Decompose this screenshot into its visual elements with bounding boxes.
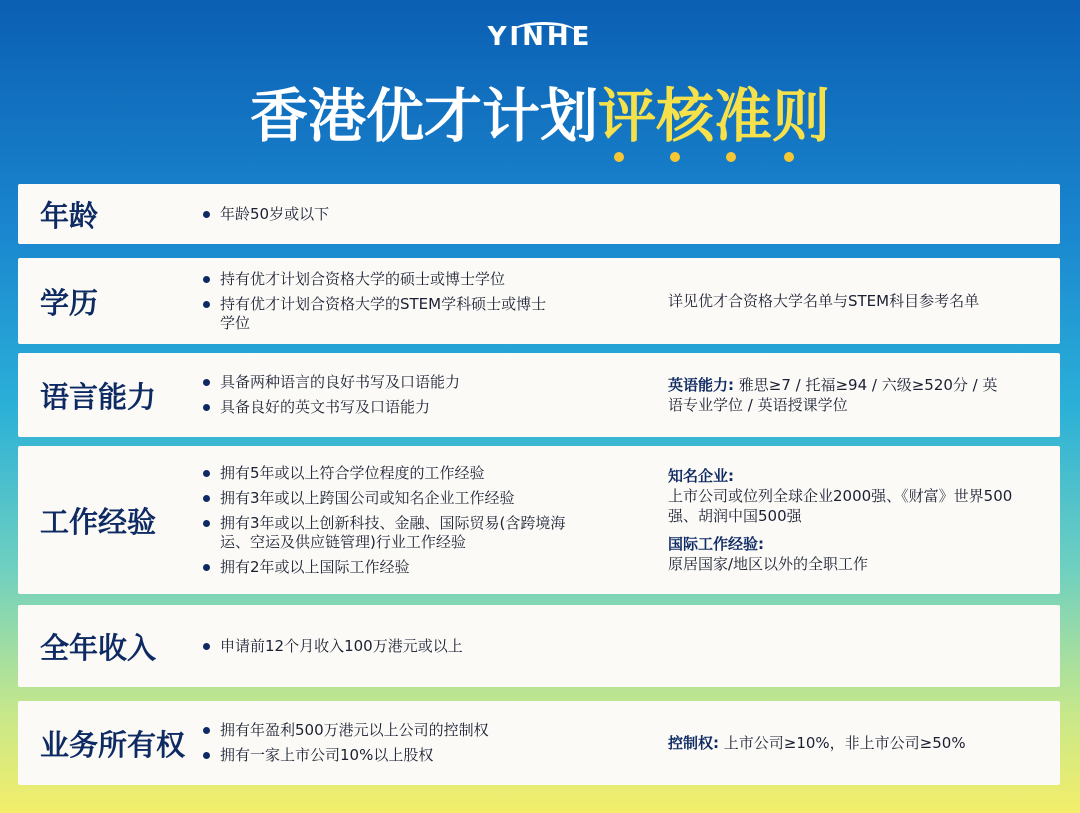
category-label: 年龄 <box>40 198 99 233</box>
list-item: 拥有2年或以上国际工作经验 <box>203 558 583 577</box>
note-block <box>668 466 1038 526</box>
note-text: 雅思≥7 / 托福≥94 / 六级≥520分 / 英语专业学位 / 英语授课学位 <box>668 376 998 414</box>
title-part1: 香港优才计划 <box>249 82 598 150</box>
dot <box>784 152 794 162</box>
note-text: 原居国家/地区以外的全职工作 <box>668 555 869 573</box>
title-part2: 评核准则 <box>598 82 831 150</box>
note-text: 上市公司≥10%，非上市公司≥50% <box>719 734 966 752</box>
category-label: 语言能力 <box>40 379 157 414</box>
note-text: 上市公司或位列全球企业2000强、《财富》世界500强、胡润中国500强 <box>668 487 1013 525</box>
bullet-list <box>203 605 623 687</box>
note <box>668 446 1038 594</box>
list-item: 申请前12个月收入100万港元或以上 <box>203 637 623 656</box>
bullet-list <box>203 701 623 785</box>
bullet-list <box>203 258 548 344</box>
list-item: 年龄50岁或以下 <box>203 205 623 224</box>
bullet-list <box>203 446 583 594</box>
dot <box>614 152 624 162</box>
note-label: 知名企业: <box>668 467 734 485</box>
list-item: 拥有5年或以上符合学位程度的工作经验 <box>203 464 583 483</box>
bullet-list <box>203 184 623 244</box>
note-block <box>668 534 1038 574</box>
note-label: 英语能力: <box>668 376 734 394</box>
note-label: 控制权: <box>668 734 719 752</box>
bullet-list <box>203 353 623 437</box>
title-dots <box>612 152 802 164</box>
row-language <box>18 353 1060 437</box>
row-business-ownership <box>18 701 1060 785</box>
note-text: 详见优才合资格大学名单与STEM科目参考名单 <box>668 292 980 310</box>
row-education <box>18 258 1060 344</box>
note <box>668 353 1008 437</box>
category-label: 工作经验 <box>40 504 157 539</box>
list-item: 持有优才计划合资格大学的硕士或博士学位 <box>203 270 548 289</box>
row-age <box>18 184 1060 244</box>
list-item: 拥有3年或以上创新科技、金融、国际贸易(含跨境海运、空运及供应链管理)行业工作经验 <box>203 514 583 552</box>
note-label: 国际工作经验: <box>668 535 764 553</box>
note-block <box>668 375 1008 415</box>
dot <box>670 152 680 162</box>
row-work-experience <box>18 446 1060 594</box>
category-label: 学历 <box>40 285 99 320</box>
logo-text: YINHE <box>487 22 593 52</box>
note <box>668 701 1038 785</box>
list-item: 拥有一家上市公司10%以上股权 <box>203 746 623 765</box>
logo <box>0 22 1080 52</box>
category-label: 全年收入 <box>40 630 157 665</box>
row-annual-income <box>18 605 1060 687</box>
list-item: 具备良好的英文书写及口语能力 <box>203 398 623 417</box>
note-block <box>668 733 1038 753</box>
list-item: 具备两种语言的良好书写及口语能力 <box>203 373 623 392</box>
note <box>668 258 1008 344</box>
list-item: 拥有3年或以上跨国公司或知名企业工作经验 <box>203 489 583 508</box>
list-item: 拥有年盈利500万港元以上公司的控制权 <box>203 721 623 740</box>
category-label: 业务所有权 <box>40 727 186 762</box>
list-item: 持有优才计划合资格大学的STEM学科硕士或博士学位 <box>203 295 548 333</box>
dot <box>726 152 736 162</box>
page-title <box>0 78 1080 154</box>
